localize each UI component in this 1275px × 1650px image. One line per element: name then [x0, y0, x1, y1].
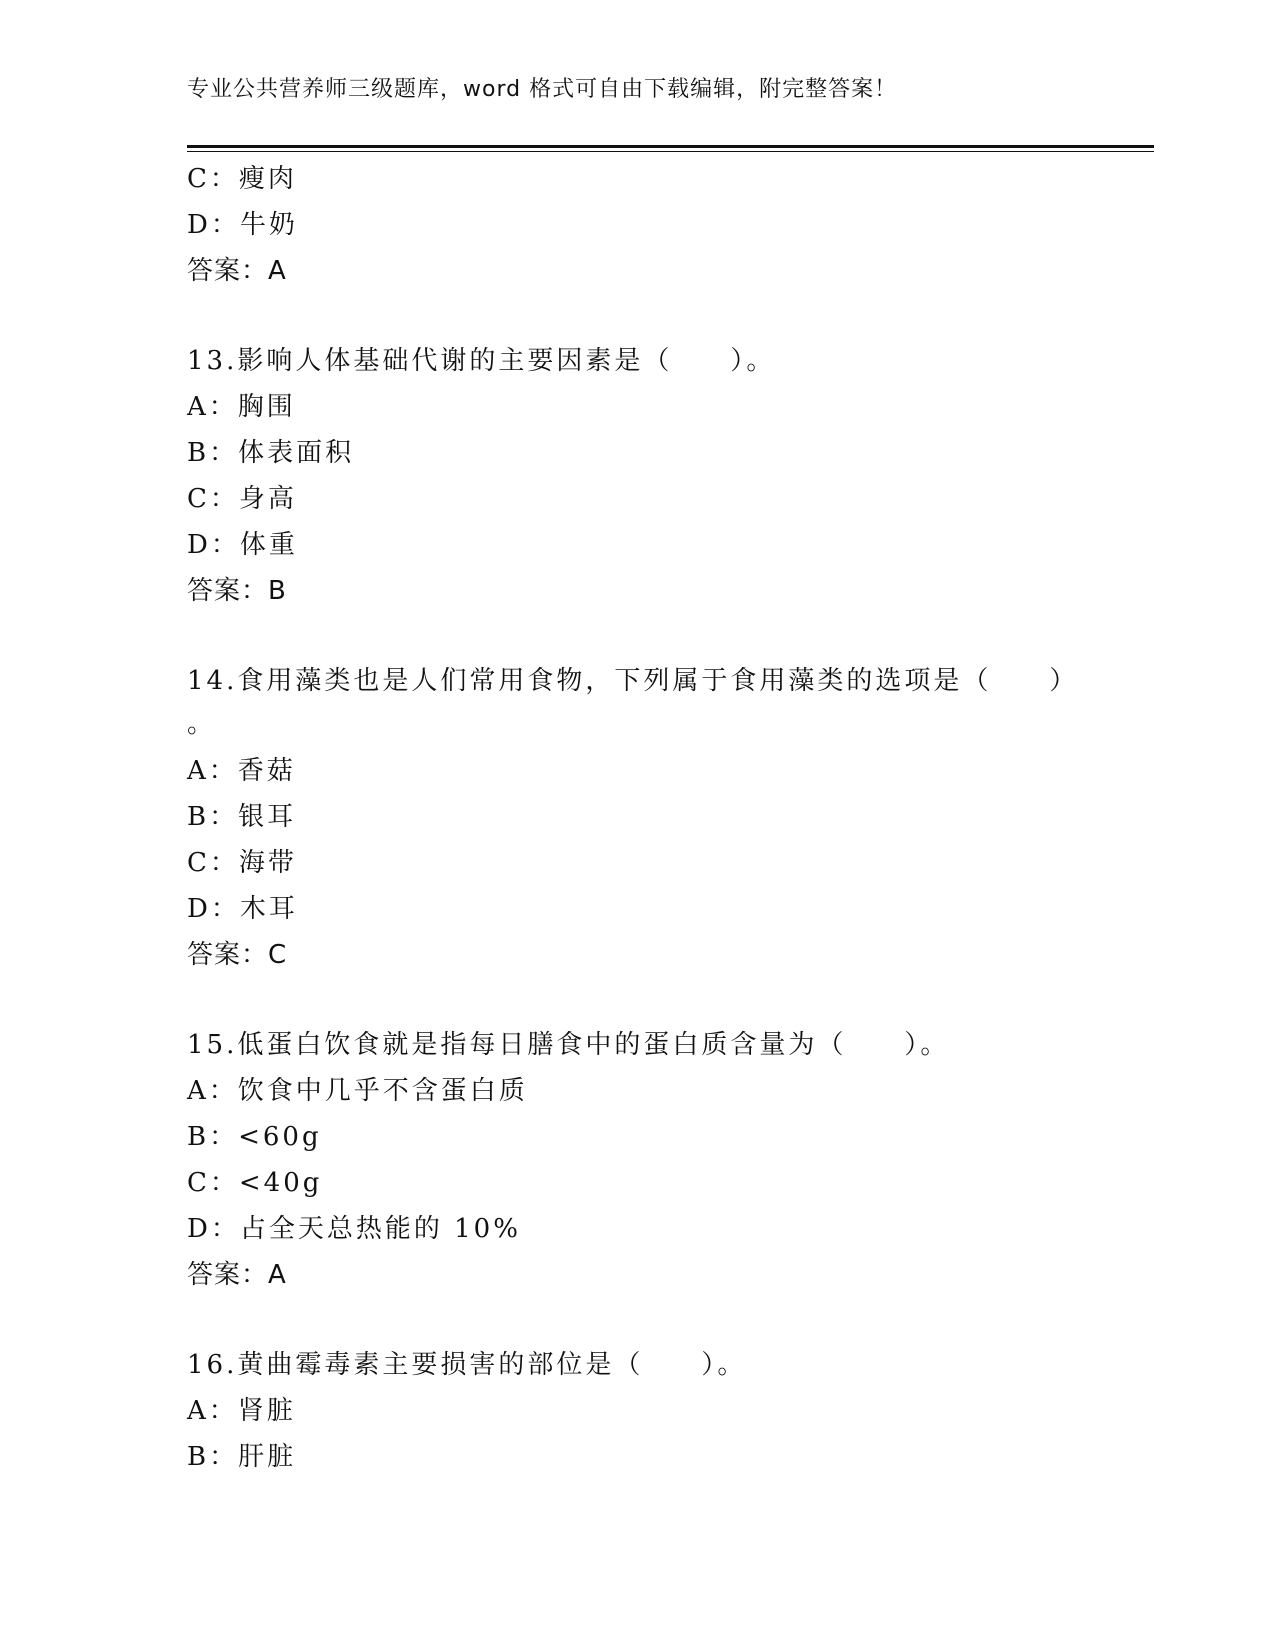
answer-line: 答案：A [187, 1260, 287, 1290]
option-a: A：饮食中几乎不含蛋白质 [187, 1076, 528, 1106]
question-stem: 16.黄曲霉毒素主要损害的部位是（ ）。 [187, 1350, 747, 1380]
question-stem: 14.食用藻类也是人们常用食物，下列属于食用藻类的选项是（ ） [187, 666, 1079, 696]
question-12-continued [187, 156, 1147, 294]
answer-line: 答案：B [187, 576, 287, 606]
option-b: B：银耳 [187, 802, 297, 832]
option-a: A：胸围 [187, 392, 296, 422]
option-d: D：体重 [187, 530, 298, 560]
question-stem: 13.影响人体基础代谢的主要因素是（ ）。 [187, 346, 776, 376]
page-header: 专业公共营养师三级题库，word 格式可自由下载编辑，附完整答案！ [187, 77, 898, 102]
option-c: C：瘦肉 [187, 164, 297, 194]
option-c: C：<40g [187, 1168, 323, 1198]
question-14 [187, 658, 1147, 978]
question-stem-tail: 。 [187, 709, 217, 739]
option-d: D：木耳 [187, 894, 298, 924]
answer-line: 答案：C [187, 940, 288, 970]
option-b: B：<60g [187, 1122, 322, 1152]
option-a: A：肾脏 [187, 1396, 296, 1426]
header-rule-thin [187, 151, 1154, 152]
option-d: D：占全天总热能的 10% [187, 1214, 521, 1244]
question-16 [187, 1342, 1147, 1480]
question-list [187, 156, 1147, 1480]
option-a: A：香菇 [187, 756, 296, 786]
option-c: C：海带 [187, 848, 297, 878]
option-b: B：体表面积 [187, 438, 355, 468]
option-c: C：身高 [187, 484, 297, 514]
option-d: D：牛奶 [187, 210, 298, 240]
answer-line: 答案：A [187, 256, 287, 286]
question-13 [187, 338, 1147, 614]
header-rule-thick [187, 145, 1154, 148]
option-b: B：肝脏 [187, 1442, 297, 1472]
question-stem: 15.低蛋白饮食就是指每日膳食中的蛋白质含量为（ ）。 [187, 1030, 950, 1060]
question-15 [187, 1022, 1147, 1298]
